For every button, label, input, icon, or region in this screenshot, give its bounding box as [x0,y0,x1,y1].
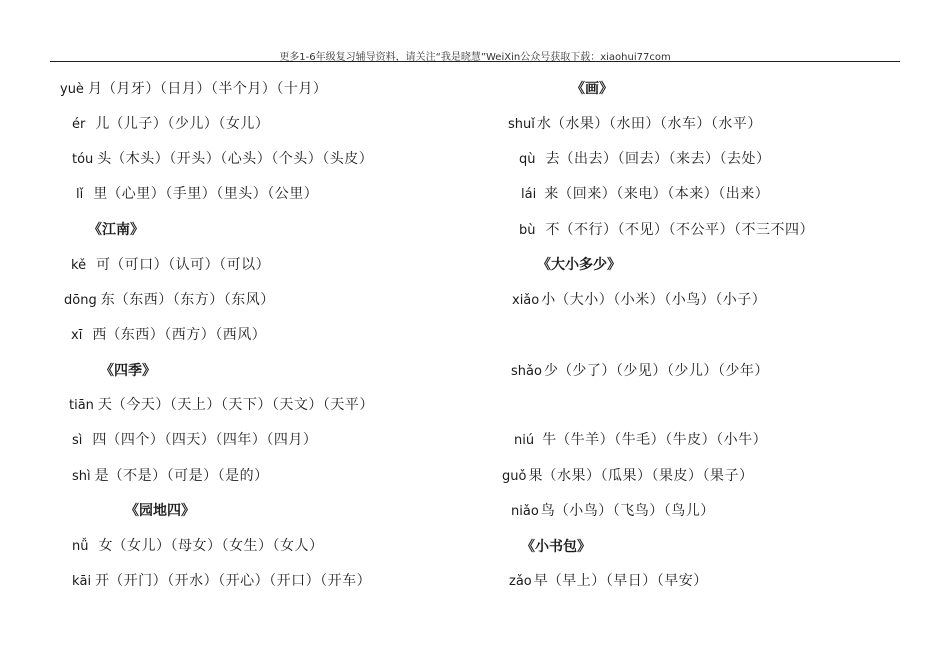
pinyin: shuǐ [508,117,535,132]
page-header: 更多1-6年级复习辅导资料，请关注“我是晓慧”WeiXin公众号获取下载：xiaohui77com [279,52,671,63]
character: 儿 [95,116,110,132]
section-title: 《小书包》 [521,539,591,555]
pinyin: xī [71,328,83,343]
section-title: 《大小多少》 [537,257,621,273]
vocab-entry [509,572,708,590]
character: 天 [97,397,112,413]
header-divider [50,61,900,62]
pinyin: lǐ [76,187,84,202]
vocab-entry [519,150,771,168]
vocab-entry [69,396,374,414]
vocab-entry [512,291,766,309]
character: 西 [92,327,107,343]
character: 开 [95,573,110,589]
vocab-entry [72,431,317,449]
pinyin: lái [521,187,537,202]
character: 去 [545,151,560,167]
character: 里 [93,186,108,202]
word-list: （开门）（开水）（开心）（开口）（开车） [109,573,372,589]
section-title: 《江南》 [88,222,144,238]
pinyin: tiān [69,398,94,413]
word-list: （不是）（可是）（是的） [108,468,269,484]
word-list: （今天）（天上）（天下）（天文）（天平） [111,397,374,413]
vocab-entry [72,467,269,485]
vocab-entry [511,502,715,520]
pinyin: niǎo [511,504,539,519]
pinyin: shǎo [511,364,542,379]
section-title: 《园地四》 [125,503,195,519]
vocab-entry [72,572,371,590]
vocab-entry [72,537,323,555]
word-list: （大小）（小米）（小鸟）（小子） [555,292,767,308]
pinyin: ér [72,117,86,132]
section-title: 《画》 [571,81,613,97]
character: 牛 [542,432,557,448]
word-list: （小鸟）（飞鸟）（鸟儿） [554,503,715,519]
character: 月 [87,81,102,97]
vocab-entry [502,467,753,485]
word-list: （月牙）（日月）（半个月）（十月） [101,81,328,97]
vocab-entry [76,185,318,203]
character: 早 [533,573,548,589]
vocab-entry [72,115,269,133]
pinyin: xiǎo [512,293,540,308]
character: 不 [545,222,560,238]
character: 头 [97,151,112,167]
character: 来 [544,186,559,202]
pinyin: sì [72,433,83,448]
pinyin: niú [514,433,535,448]
vocab-entry [72,150,373,168]
character: 可 [96,257,111,273]
section-title: 《四季》 [100,363,156,379]
word-list: （少了）（少见）（少儿）（少年） [557,363,769,379]
character: 是 [94,468,109,484]
vocab-entry [511,362,769,380]
word-list: （女儿）（母女）（女生）（女人） [112,538,324,554]
pinyin: bù [519,223,536,238]
character: 鸟 [540,503,555,519]
vocab-entry [60,80,327,98]
vocab-entry [71,256,270,274]
word-list: （牛羊）（牛毛）（牛皮）（小牛） [556,432,768,448]
word-list: （水果）（瓜果）（果皮）（果子） [542,468,754,484]
character: 东 [100,292,115,308]
word-list: （儿子）（少儿）（女儿） [109,116,270,132]
pinyin: guǒ [502,469,527,484]
word-list: （可口）（认可）（可以） [110,257,271,273]
vocab-entry [64,291,275,309]
character: 果 [528,468,543,484]
word-list: （早上）（早日）（早安） [547,573,708,589]
word-list: （出去）（回去）（来去）（去处） [559,151,771,167]
character: 少 [543,363,558,379]
vocab-entry [519,221,814,239]
word-list: （东西）（东方）（东风） [114,292,275,308]
vocab-entry [514,431,767,449]
character: 水 [536,116,551,132]
vocab-entry [71,326,266,344]
character: 女 [98,538,113,554]
pinyin: nǚ [72,539,89,554]
character: 四 [92,432,107,448]
character: 小 [541,292,556,308]
vocab-entry [521,185,769,203]
word-list: （水果）（水田）（水车）（水平） [550,116,762,132]
pinyin: kāi [72,574,92,589]
pinyin: zǎo [509,574,532,589]
word-list: （东西）（西方）（西风） [106,327,267,343]
word-list: （心里）（手里）（里头）（公里） [107,186,319,202]
vocab-entry [508,115,762,133]
pinyin: tóu [72,152,94,167]
pinyin: shì [72,469,91,484]
pinyin: yuè [60,82,84,97]
word-list: （四个）（四天）（四年）（四月） [106,432,318,448]
pinyin: kě [71,258,87,273]
word-list: （木头）（开头）（心头）（个头）（头皮） [111,151,374,167]
word-list: （回来）（来电）（本来）（出来） [558,186,770,202]
word-list: （不行）（不见）（不公平）（不三不四） [559,222,814,238]
pinyin: dōng [64,293,97,308]
pinyin: qù [519,152,536,167]
